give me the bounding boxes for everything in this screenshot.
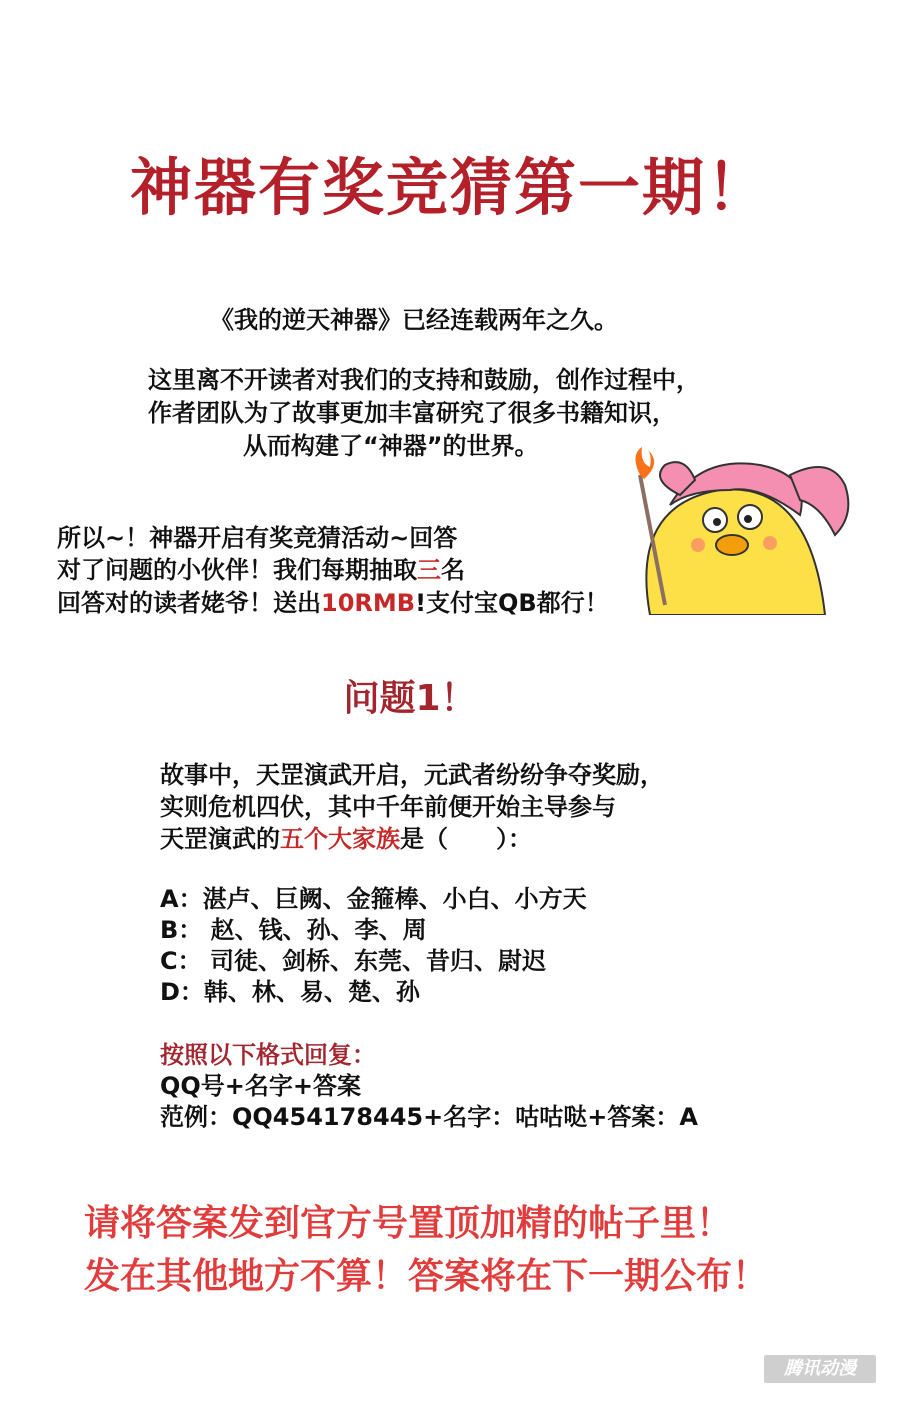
question-line-3-b: 是（ ）： [400,825,532,853]
question-heading: 问题1！ [343,678,477,719]
event-line-2-a: 对了问题的小伙伴！我们每期抽取 [57,556,417,584]
question-line-3 [160,819,532,854]
event-line-3-b: !支付宝QB都行！ [415,589,609,617]
prize-highlight: 10RMB [321,589,416,617]
families-highlight: 五个大家族 [280,825,400,853]
intro-line-3: 作者团队为了故事更加丰富研究了很多书籍知识， [148,399,676,427]
chick-mascot-illustration [610,445,860,615]
option-a: A：湛卢、巨阙、金箍棒、小白、小方天 [160,885,587,913]
event-line-1: 所以~！神器开启有奖竞猜活动~回答 [57,524,458,552]
event-line-3 [57,583,609,618]
event-line-3-a: 回答对的读者姥爷！送出 [57,589,321,617]
footer-line-2: 发在其他地方不算！答案将在下一期公布！ [84,1256,769,1297]
option-d: D：韩、林、易、楚、孙 [160,978,420,1006]
watermark-logo: 腾讯动漫 [764,1355,876,1383]
intro-line-2: 这里离不开读者对我们的支持和鼓励，创作过程中， [148,366,700,394]
format-line: QQ号+名字+答案 [160,1072,362,1100]
intro-line-4: 从而构建了“神器”的世界。 [243,432,539,460]
format-example: 范例：QQ454178445+名字：咕咕哒+答案：A [160,1103,698,1131]
question-line-1: 故事中，天罡演武开启，元武者纷纷争夺奖励， [160,761,664,789]
page-title: 神器有奖竞猜第一期！ [129,151,770,224]
event-line-2-b: 名 [441,556,465,584]
format-heading: 按照以下格式回复： [160,1041,376,1069]
question-line-2: 实则危机四伏，其中千年前便开始主导参与 [160,793,616,821]
event-line-2 [57,550,465,585]
option-c: C： 司徒、剑桥、东莞、昔归、尉迟 [160,947,546,975]
intro-line-1: 《我的逆天神器》已经连载两年之久。 [210,306,618,334]
question-line-3-a: 天罡演武的 [160,825,280,853]
option-b: B： 赵、钱、孙、李、周 [160,916,427,944]
winner-count-highlight: 三 [417,556,441,584]
footer-line-1: 请将答案发到官方号置顶加精的帖子里！ [84,1203,733,1244]
